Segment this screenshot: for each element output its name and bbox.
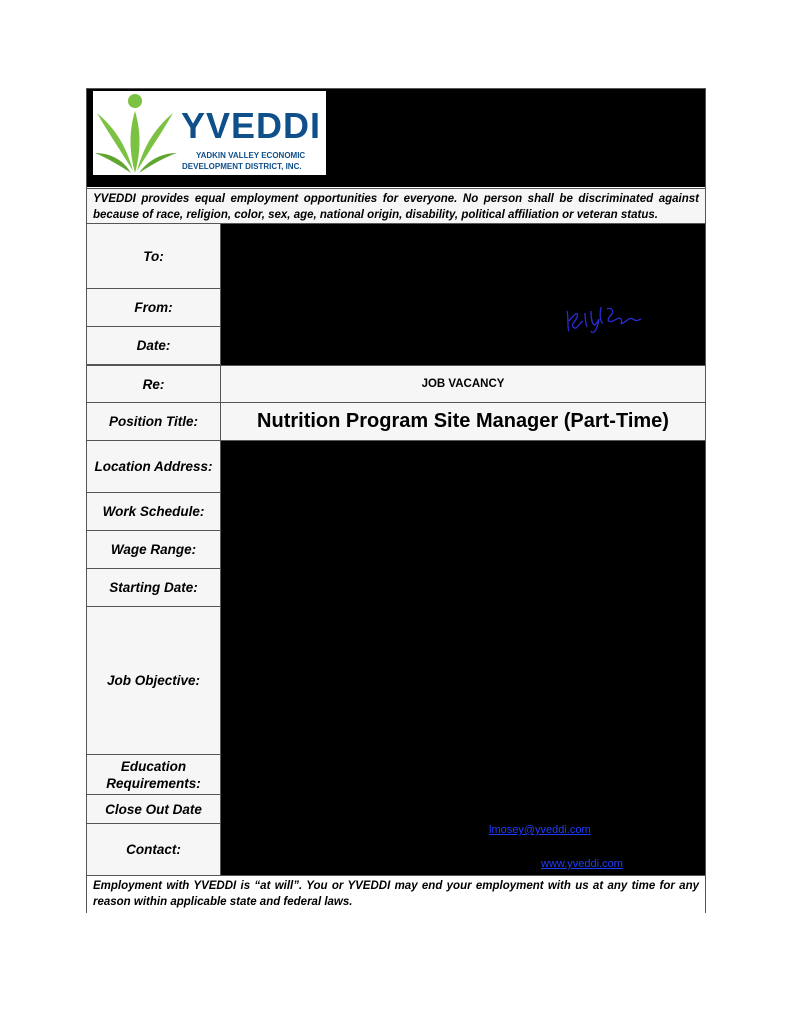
label-location-address: Location Address: — [87, 441, 221, 493]
row-position-title — [87, 403, 705, 441]
position-title-value: Nutrition Program Site Manager (Part-Time) — [257, 410, 669, 432]
position-value-cell — [221, 403, 705, 441]
sprout-logo-icon — [93, 91, 179, 175]
label-to: To: — [87, 224, 221, 289]
row-re — [87, 365, 705, 403]
re-value-cell — [221, 365, 705, 403]
yveddi-logo — [93, 91, 326, 175]
website-link[interactable]: www.yveddi.com — [541, 858, 623, 870]
job-vacancy-sheet — [86, 88, 706, 913]
label-date: Date: — [87, 327, 221, 365]
label-starting-date: Starting Date: — [87, 569, 221, 607]
logo-subtitle-line-2: DEVELOPMENT DISTRICT, INC. — [182, 162, 302, 171]
label-job-objective: Job Objective: — [87, 607, 221, 755]
label-from: From: — [87, 289, 221, 327]
contact-email-link[interactable]: lmosey@yveddi.com — [489, 824, 591, 836]
logo-wordmark: YVEDDI — [181, 105, 322, 146]
label-education-requirements: Education Requirements: — [87, 755, 221, 795]
label-close-out-date: Close Out Date — [87, 795, 221, 824]
at-will-footer: Employment with YVEDDI is “at will”. You or YVEDDI may end your employment with us at any time for any reason within applicable state and federal laws. — [87, 875, 705, 913]
redacted-detail-values — [221, 441, 705, 875]
redacted-header-values — [221, 224, 705, 365]
logo-subtitle-line-1: YADKIN VALLEY ECONOMIC — [196, 151, 306, 160]
label-contact: Contact: — [87, 824, 221, 875]
label-work-schedule: Work Schedule: — [87, 493, 221, 531]
label-position-title: Position Title: — [87, 403, 221, 441]
header-bar — [87, 89, 705, 187]
label-wage-range: Wage Range: — [87, 531, 221, 569]
re-value: JOB VACANCY — [421, 378, 505, 390]
equal-opportunity-notice: YVEDDI provides equal employment opportunities for everyone. No person shall be discriminated against because of race, religion, color, sex, age, national origin, disability, political affiliation or veteran status. — [87, 188, 705, 224]
signature-image — [563, 301, 643, 337]
label-re: Re: — [87, 365, 221, 403]
